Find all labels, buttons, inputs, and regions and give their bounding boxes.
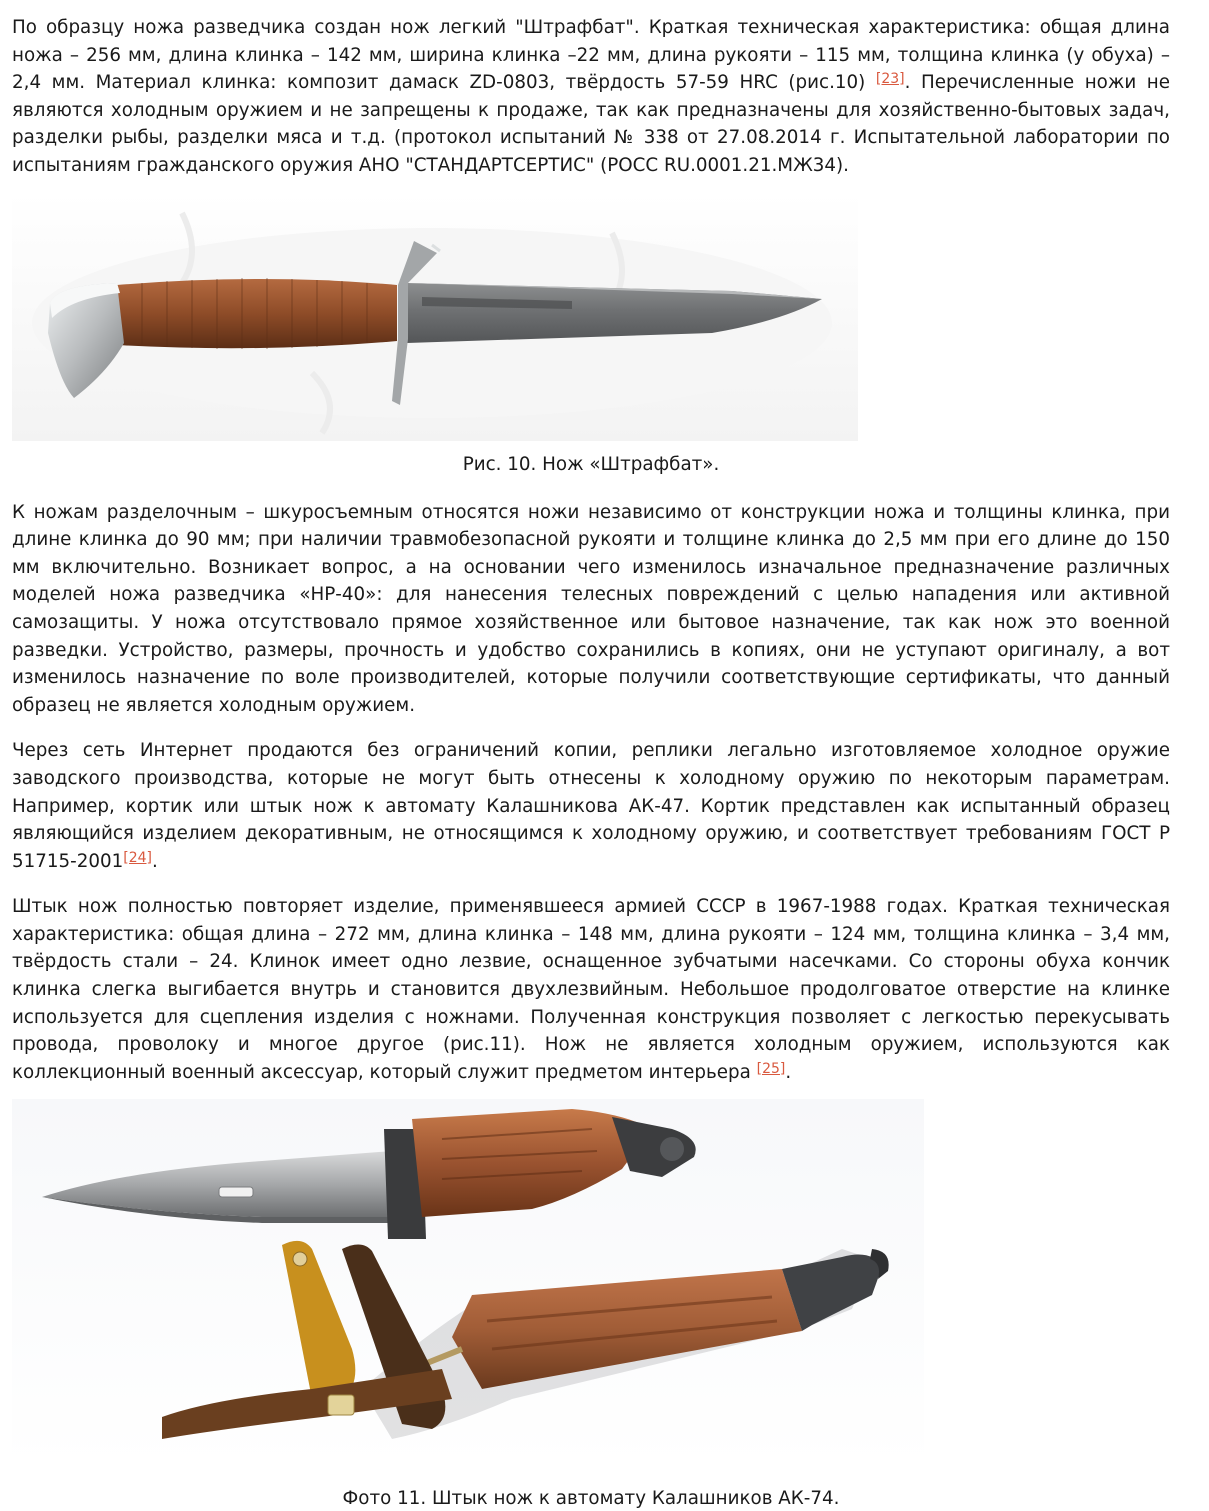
paragraph-1 <box>12 14 1170 180</box>
paragraph-4-text: Штык нож полностью повторяет изделие, применявшееся армией СССР в 1967-1988 годах. Краткая техническая характеристика: общая длина – 272 мм, длина клинка – 148 мм, длина рукояти – 124 мм, толщина клинка – 3,4 мм, твёрдость стали – 24. Клинок имеет одно лезвие, оснащенное зубчатыми насечками. Со стороны обуха кончик клинка слегка выгибается внутрь и становится двухлезвийным. Небольшое продолговатое отверстие на клинке используется для сцепления изделия с ножнами. Полученная конструкция позволяет с легкостью перекусывать провода, проволоку и многое другое (рис.11). Нож не является холодным оружием, используются как коллекционный военный аксессуар, который служит предметом интерьера <box>12 896 1170 1083</box>
paragraph-2-text: К ножам разделочным – шкуросъемным относятся ножи независимо от конструкции ножа и толщины клинка, при длине клинка до 90 мм; при наличии травмобезопасной рукояти и толщине клинка до 2,5 мм при его длине до 150 мм включительно. Возникает вопрос, а на основании чего изменилось изначальное предназначение различных моделей ножа разведчика «НР-40»: для нанесения телесных повреждений с целью нападения или активной самозащиты. У ножа отсутствовало прямое хозяйственное или бытовое назначение, так как нож это военной разведки. Устройство, размеры, прочность и удобство сохранились в копиях, они не уступают оригиналу, а вот изменилось назначение по воле производителей, которые получили соответствующие сертификаты, что данный образец не является холодным оружием. <box>12 501 1170 716</box>
figure-11-image <box>12 1099 924 1467</box>
paragraph-4 <box>12 893 1170 1086</box>
figure-11-caption: Фото 11. Штык нож к автомату Калашников АК-74. <box>342 1488 840 1510</box>
footnote-link-23[interactable]: [23] <box>875 71 905 88</box>
paragraph-1-text-after: . Перечисленные ножи не являются холодным оружием и не запрещены к продаже, так как предназначены для хозяйственно-бытовых задач, разделки рыбы, разделки мяса и т.д. (протокол испытаний № 338 от 27.08.2014 г. Испытательной лаборатории по испытаниям гражданского оружия АНО "СТАНДАРТСЕРТИС" (РОСС RU.0001.21.МЖ34). <box>12 72 1170 176</box>
figure-10-caption: Рис. 10. Нож «Штрафбат». <box>462 453 720 475</box>
article-body <box>12 14 1170 1511</box>
paragraph-3 <box>12 737 1170 875</box>
paragraph-1-text: По образцу ножа разведчика создан нож легкий "Штрафбат". Краткая техническая характеристика: общая длина ножа – 256 мм, длина клинка – 142 мм, ширина клинка –22 мм, длина рукояти – 115 мм, толщина клинка (у обуха) – 2,4 мм. Материал клинка: композит дамаск ZD-0803, твёрдость 57-59 HRC (рис.10) <box>12 17 1170 94</box>
paragraph-2 <box>12 499 1170 720</box>
footnote-link-25[interactable]: [25] <box>756 1060 786 1077</box>
paragraph-4-text-after: . <box>785 1061 792 1083</box>
paragraph-3-text: Через сеть Интернет продаются без ограничений копии, реплики легально изготовляемое холодное оружие заводского производства, которые не могут быть отнесены к холодному оружию по некоторым параметрам. Например, кортик или штык нож к автомату Калашникова АК-47. Кортик представлен как испытанный образец являющийся изделием декоративным, не относящимся к холодному оружию, и соответствует требованиям ГОСТ Р 51715-2001 <box>12 740 1170 872</box>
paragraph-3-text-after: . <box>152 850 158 872</box>
figure-10-image <box>12 193 858 441</box>
footnote-link-24[interactable]: [24] <box>123 849 153 866</box>
